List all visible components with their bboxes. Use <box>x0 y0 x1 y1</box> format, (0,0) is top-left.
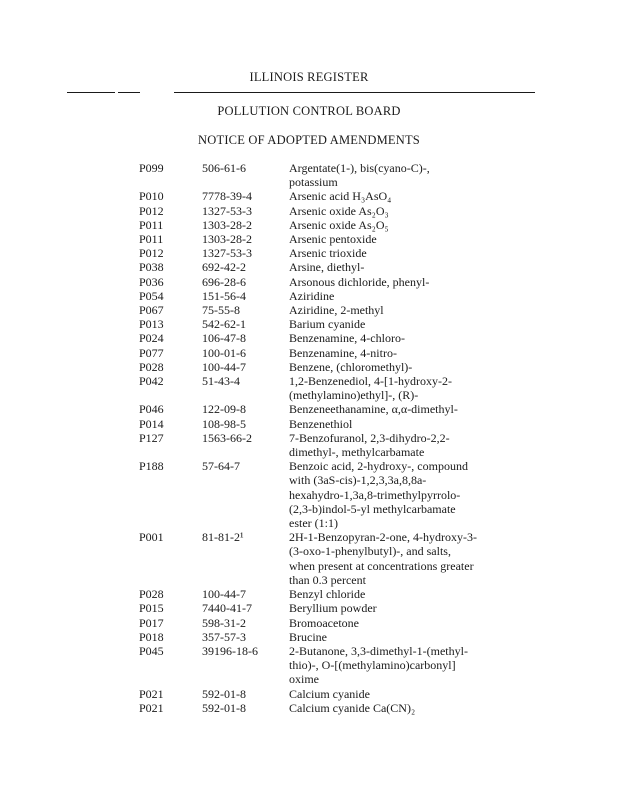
cas-number: 108-98-5 <box>202 416 246 431</box>
waste-code: P012 <box>139 203 164 218</box>
cas-number: 1303-28-2 <box>202 217 252 232</box>
substance-name: Benzyl chloride <box>289 587 366 602</box>
substance-name: 2H-1-Benzopyran-2-one, 4-hydroxy-3- (3-oxo-1-phenylbutyl)-, and salts, when present at concentrations greater than 0.3 percent <box>289 530 477 587</box>
table-row <box>0 260 618 274</box>
header-rule-3 <box>174 92 535 93</box>
waste-code: P018 <box>139 629 164 644</box>
cas-number: 100-44-7 <box>202 359 246 374</box>
substance-name: Arsenic pentoxide <box>289 232 377 247</box>
cas-number: 542-62-1 <box>202 317 246 332</box>
substance-name: Argentate(1-), bis(cyano-C)-, potassium <box>289 161 430 190</box>
substance-name: Benzenamine, 4-nitro- <box>289 345 397 360</box>
cas-number: 106-47-8 <box>202 331 246 346</box>
substance-name: Aziridine, 2-methyl <box>289 303 384 318</box>
waste-code: P001 <box>139 530 164 545</box>
waste-code: P028 <box>139 359 164 374</box>
substance-name: Arsenic acid H₃AsO₄ <box>289 189 392 204</box>
substance-name: Arsenic oxide As₂O₅ <box>289 217 389 232</box>
substance-name: Arsine, diethyl- <box>289 260 365 275</box>
cas-number: 51-43-4 <box>202 374 240 389</box>
cas-number: 692-42-2 <box>202 260 246 275</box>
waste-code: P046 <box>139 402 164 417</box>
cas-number: 100-01-6 <box>202 345 246 360</box>
cas-number: 100-44-7 <box>202 587 246 602</box>
waste-code: P188 <box>139 459 164 474</box>
waste-code: P038 <box>139 260 164 275</box>
waste-code: P036 <box>139 274 164 289</box>
table-row <box>0 289 618 303</box>
table-row <box>0 218 618 232</box>
register-title: ILLINOIS REGISTER <box>249 70 369 84</box>
table-row <box>0 374 618 402</box>
waste-code-table <box>0 161 618 715</box>
table-row <box>0 587 618 601</box>
substance-name: Beryllium powder <box>289 601 377 616</box>
substance-name: Benzene, (chloromethyl)- <box>289 359 413 374</box>
cas-number: 7778-39-4 <box>202 189 252 204</box>
waste-code: P011 <box>139 217 164 232</box>
table-row <box>0 161 618 189</box>
table-row <box>0 275 618 289</box>
table-row <box>0 360 618 374</box>
cas-number: 57-64-7 <box>202 459 240 474</box>
waste-code: P011 <box>139 232 164 247</box>
table-row <box>0 687 618 701</box>
table-row <box>0 346 618 360</box>
cas-number: 151-56-4 <box>202 288 246 303</box>
table-row <box>0 303 618 317</box>
board-name: POLLUTION CONTROL BOARD <box>217 104 401 118</box>
waste-code: P054 <box>139 288 164 303</box>
substance-name: 2-Butanone, 3,3-dimethyl-1-(methyl- thio)-, O-[(methylamino)carbonyl] oxime <box>289 643 468 687</box>
waste-code: P028 <box>139 587 164 602</box>
waste-code: P021 <box>139 686 164 701</box>
waste-code: P099 <box>139 161 164 175</box>
cas-number: 1327-53-3 <box>202 246 252 261</box>
waste-code: P013 <box>139 317 164 332</box>
substance-name: Benzoic acid, 2-hydroxy-, compound with (3aS-cis)-1,2,3,3a,8,8a- hexahydro-1,3a,8-trimethylpyrrolo- (2,3-b)indol-5-yl methylcarbamate ester (1:1) <box>289 459 468 531</box>
table-row <box>0 530 618 587</box>
substance-name: Barium cyanide <box>289 317 366 332</box>
waste-code: P067 <box>139 303 164 318</box>
table-row <box>0 644 618 687</box>
cas-number: 598-31-2 <box>202 615 246 630</box>
cas-number: 1303-28-2 <box>202 232 252 247</box>
substance-name: Brucine <box>289 629 327 644</box>
waste-code: P015 <box>139 601 164 616</box>
table-row <box>0 246 618 260</box>
substance-name: Aziridine <box>289 288 335 303</box>
cas-number: 696-28-6 <box>202 274 246 289</box>
waste-code: P127 <box>139 430 164 445</box>
substance-name: Benzeneethanamine, α,α-dimethyl- <box>289 402 458 417</box>
substance-name: Benzenethiol <box>289 416 353 431</box>
table-row <box>0 616 618 630</box>
substance-name: Arsenic trioxide <box>289 246 367 261</box>
cas-number: 81-81-2¹ <box>202 530 244 545</box>
cas-number: 357-57-3 <box>202 629 246 644</box>
substance-name: Arsonous dichloride, phenyl- <box>289 274 430 289</box>
header-rule-1 <box>67 92 115 93</box>
waste-code: P045 <box>139 643 164 658</box>
table-row <box>0 331 618 345</box>
table-row <box>0 189 618 203</box>
table-row <box>0 317 618 331</box>
waste-code: P077 <box>139 345 164 360</box>
substance-name: 1,2-Benzenediol, 4-[1-hydroxy-2- (methylamino)ethyl]-, (R)- <box>289 374 452 403</box>
cas-number: 7440-41-7 <box>202 601 252 616</box>
table-row <box>0 417 618 431</box>
cas-number: 122-09-8 <box>202 402 246 417</box>
table-row <box>0 402 618 416</box>
notice-title: NOTICE OF ADOPTED AMENDMENTS <box>198 133 420 147</box>
cas-number: 592-01-8 <box>202 700 246 715</box>
cas-number: 592-01-8 <box>202 686 246 701</box>
substance-name: Bromoacetone <box>289 615 359 630</box>
waste-code: P017 <box>139 615 164 630</box>
substance-name: Calcium cyanide Ca(CN)₂ <box>289 700 416 715</box>
substance-name: 7-Benzofuranol, 2,3-dihydro-2,2- dimethyl-, methylcarbamate <box>289 430 450 460</box>
waste-code: P010 <box>139 189 164 204</box>
waste-code: P024 <box>139 331 164 346</box>
table-row <box>0 232 618 246</box>
table-row <box>0 701 618 715</box>
cas-number: 1563-66-2 <box>202 430 252 445</box>
table-row <box>0 204 618 218</box>
substance-name: Benzenamine, 4-chloro- <box>289 331 405 346</box>
cas-number: 506-61-6 <box>202 161 246 175</box>
cas-number: 75-55-8 <box>202 303 240 318</box>
header-rule-2 <box>118 92 140 93</box>
substance-name: Arsenic oxide As₂O₃ <box>289 203 389 218</box>
cas-number: 1327-53-3 <box>202 203 252 218</box>
table-row <box>0 630 618 644</box>
waste-code: P014 <box>139 416 164 431</box>
waste-code: P042 <box>139 374 164 389</box>
waste-code: P021 <box>139 700 164 715</box>
cas-number: 39196-18-6 <box>202 643 258 658</box>
waste-code: P012 <box>139 246 164 261</box>
table-row <box>0 601 618 615</box>
table-row <box>0 459 618 530</box>
table-row <box>0 431 618 459</box>
substance-name: Calcium cyanide <box>289 686 370 701</box>
